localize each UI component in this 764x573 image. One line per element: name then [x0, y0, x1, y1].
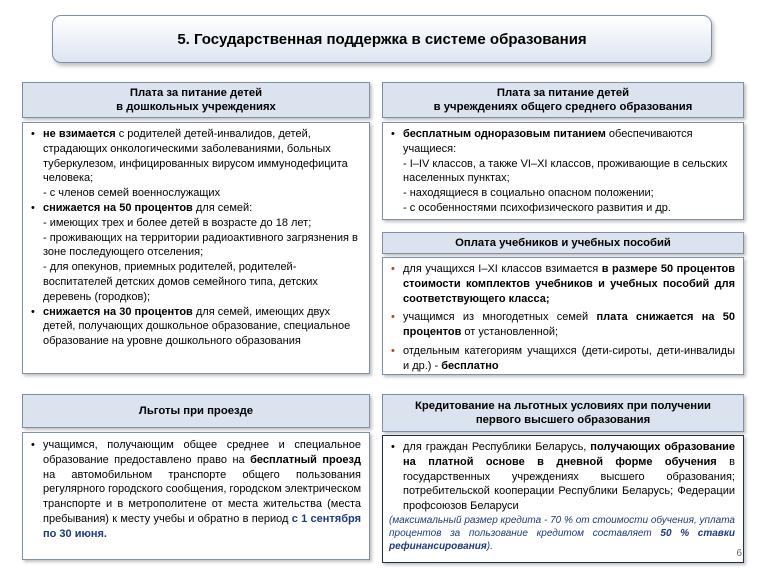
credit-list: [389, 440, 735, 514]
preschool-item2-bold: снижается на 50 процентов: [43, 201, 193, 214]
page-title: [52, 15, 712, 63]
school-item-bold: бесплатным одноразовым питанием: [403, 128, 606, 140]
textbooks-item2-tail: от установленной;: [461, 326, 559, 339]
textbooks-item3-bold: бесплатно: [441, 359, 499, 372]
preschool-item2-text: для семей:: [192, 201, 253, 214]
list-item: [389, 344, 735, 374]
credit-heading-line2: первого высшего образования: [475, 414, 651, 426]
bullet-icon: •: [391, 311, 395, 324]
travel-panel: [22, 432, 370, 560]
school-list: [389, 127, 735, 216]
page-number: 6: [736, 548, 742, 559]
school-heading-line2: в учреждениях общего среднего образования: [433, 101, 693, 113]
travel-text-bold: бесплатный проезд: [250, 453, 361, 466]
textbooks-panel: [382, 257, 744, 375]
textbooks-heading-text: Оплата учебников и учебных пособий: [455, 237, 671, 249]
bullet-icon: •: [31, 305, 35, 318]
preschool-list: [29, 127, 361, 349]
preschool-heading-line1: Плата за питание детей: [129, 87, 263, 99]
school-sub2: - находящиеся в социально опасном положении;: [403, 187, 654, 200]
school-sub3: - с особенностями психофизического развития и др.: [403, 201, 671, 214]
school-heading: [382, 82, 744, 118]
bullet-icon: •: [31, 201, 35, 214]
credit-panel: [382, 435, 744, 563]
textbooks-item2-bold: плата снижается на 50 процентов: [403, 311, 735, 339]
list-item: [29, 201, 361, 305]
preschool-heading: [22, 82, 370, 118]
preschool-item3-text: для семей, имеющих двух детей, получающих дошкольное образование, специальное образование на уровне дошкольного образования: [43, 305, 351, 348]
school-panel: [382, 122, 744, 220]
preschool-item2-sub2: - проживающих на территории радиоактивного загрязнения в зоне последующего отселения;: [43, 231, 358, 259]
bullet-icon: •: [391, 344, 395, 357]
school-sub1: - I–IV классов, а также VI–XI классов, проживающие в сельских населенных пунктах;: [403, 157, 728, 185]
bullet-icon: •: [31, 128, 35, 140]
textbooks-item1-text: для учащихся I–XI классов взимается: [403, 263, 602, 275]
preschool-item1-bold: не взимается: [43, 128, 116, 140]
list-item: [389, 310, 735, 340]
list-item: [29, 127, 361, 201]
preschool-item2-sub1: - имеющих трех и более детей в возрасте до 18 лет;: [43, 216, 312, 229]
credit-note: [389, 514, 735, 553]
textbooks-item2-text: учащимся из многодетных семей: [403, 311, 597, 324]
textbooks-item1-bold: в размере 50 процентов стоимости комплектов учебников и учебных пособий для соответствующего класса;: [403, 263, 735, 305]
preschool-panel: [22, 122, 370, 374]
credit-note-text1: (максимальный размер кредита - 70 % от стоимости обучения, уплата процентов за пользование кредитом составляет: [389, 514, 735, 539]
school-item-text: обеспечиваются учащиеся:: [403, 128, 693, 155]
credit-note-bold: 50 % ставки рефинансирования: [389, 527, 735, 552]
credit-note-text2: ).: [486, 540, 493, 552]
credit-item-bold: получающих образование на платной основе в дневной форме обучения: [403, 441, 735, 468]
bullet-icon: •: [391, 128, 395, 140]
preschool-item1-text: с родителей детей-инвалидов, детей, страдающих онкологическими заболеваниями, больных туберкулезом, инфицированных вирусом иммунодефицита человека;: [43, 128, 348, 185]
credit-item-text1: для граждан Республики Беларусь,: [403, 441, 591, 453]
bullet-icon: •: [391, 441, 395, 453]
page-title-text: 5. Государственная поддержка в системе образования: [177, 30, 587, 48]
travel-text1: учащимся, получающим общее среднее и специальное образование предоставлено право на: [43, 439, 361, 466]
travel-list: [29, 438, 361, 542]
preschool-item1-sub: - с членов семей военнослужащих: [43, 187, 221, 200]
travel-heading-text: Льготы при проезде: [138, 405, 254, 417]
bullet-icon: •: [391, 263, 395, 275]
credit-heading-line1: Кредитование на льготных условиях при получении: [415, 400, 711, 412]
list-item: [389, 440, 735, 514]
travel-text2: на автомобильном транспорте общего пользования регулярного городского сообщения, городском электрическом транспорте и в метрополитене от места жительства (места пребывания) к месту учебы и обратно в период: [43, 468, 362, 525]
school-heading-line1: Плата за питание детей: [496, 87, 630, 99]
preschool-heading-line2: в дошкольных учреждениях: [116, 101, 276, 113]
textbooks-list: [389, 262, 735, 374]
preschool-item3-bold: снижается на 30 процентов: [43, 305, 193, 318]
list-item: [29, 438, 361, 542]
list-item: [389, 262, 735, 306]
credit-item-text2: в государственных учреждениях высшего образования; потребительской кооперации Республики Беларусь; Федерации профсоюзов Беларуси: [403, 455, 736, 513]
list-item: [29, 305, 361, 349]
travel-heading: [22, 394, 370, 428]
travel-dates: с 1 сентября по 30 июня.: [43, 512, 361, 540]
list-item: [389, 127, 735, 216]
preschool-item2-sub3: - для опекунов, приемных родителей, родителей-воспитателей детских домов семейного типа, детских деревень (городков);: [43, 261, 318, 303]
textbooks-item3-text: отдельным категориям учащихся (дети-сироты, дети-инвалиды и др.) -: [403, 344, 735, 372]
textbooks-heading: [382, 232, 744, 254]
bullet-icon: •: [31, 439, 35, 451]
credit-heading: [382, 394, 744, 432]
